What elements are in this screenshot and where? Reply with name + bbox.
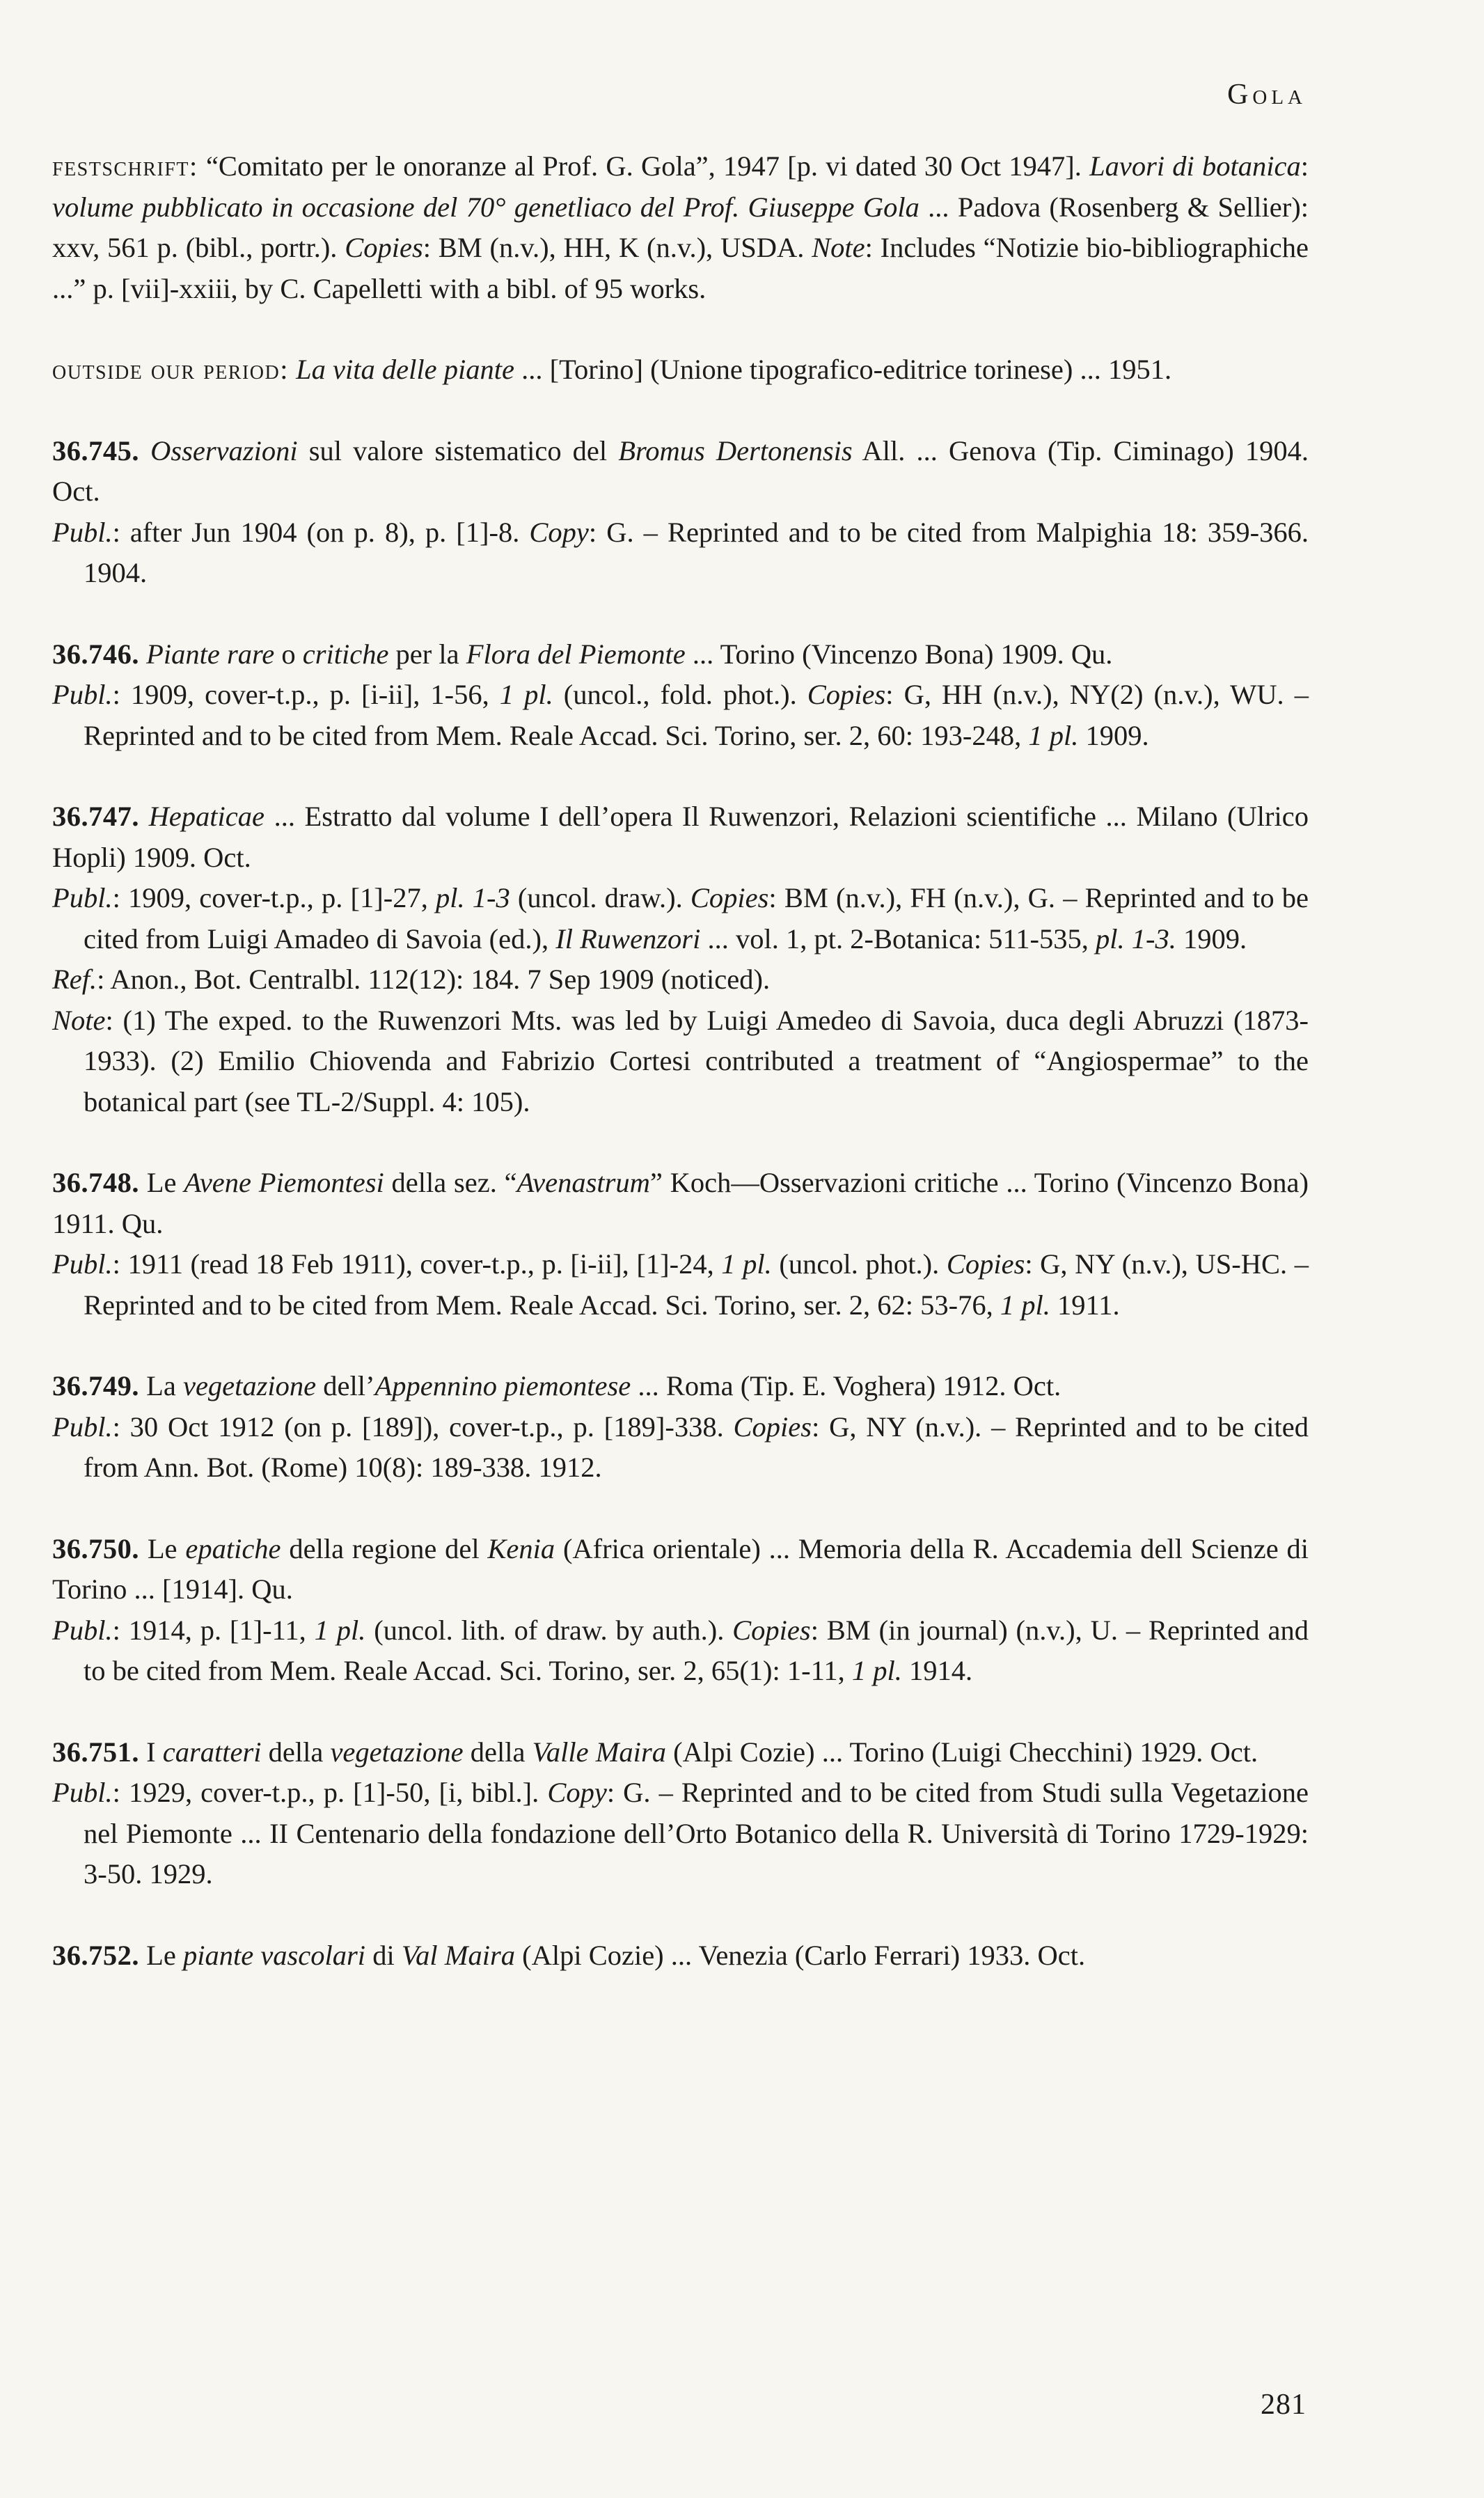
- outside-period-block: [52, 349, 1309, 391]
- running-head: Gola: [1227, 79, 1307, 111]
- festschrift-block: [52, 146, 1309, 309]
- entry-detail-line: [52, 1773, 1309, 1895]
- entry-detail-line: [52, 1244, 1309, 1326]
- entry-text: Publ.: after Jun 1904 (on p. 8), p. [1]-8. Copy: G. – Reprinted and to be cited from Malpighia 18: 359-366. 1904.: [52, 516, 1309, 588]
- entry-number: 36.751.: [52, 1736, 139, 1768]
- entry-block: [52, 634, 1309, 757]
- entry-text: Note: (1) The exped. to the Ruwenzori Mts. was led by Luigi Amedeo di Savoia, duca degli Abruzzi (1873-1933). (2) Emilio Chiovenda and Fabrizio Cortesi contributed a treatment of “Angiospermae” to the botanical part (see TL-2/Suppl. 4: 105).: [52, 1004, 1309, 1117]
- entry-title-line: [52, 1529, 1309, 1610]
- outside-period-label: outside our period:: [52, 354, 290, 385]
- entry-number: 36.752.: [52, 1939, 139, 1971]
- entry-detail-line: [52, 1610, 1309, 1692]
- entry-text: Publ.: 1909, cover-t.p., p. [1]-27, pl. 1-3 (uncol. draw.). Copies: BM (n.v.), FH (n.v.), G. – Reprinted and to be cited from Luigi Amadeo di Savoia (ed.), Il Ruwenzori ... vol. 1, pt. 2-Botanica: 511-535, pl. 1-3. 1909.: [52, 882, 1309, 955]
- entry-text: I caratteri della vegetazione della Valle Maira (Alpi Cozie) ... Torino (Luigi Checchini) 1929. Oct.: [146, 1736, 1258, 1768]
- entry-number: 36.746.: [52, 638, 139, 670]
- entry-detail-line: [52, 1407, 1309, 1488]
- entry-title-line: [52, 634, 1309, 675]
- entry-block: [52, 796, 1309, 1122]
- page-number: 281: [1261, 2389, 1307, 2421]
- entry-detail-line: [52, 959, 1309, 1000]
- entry-title-line: [52, 1935, 1309, 1977]
- festschrift-text: “Comitato per le onoranze al Prof. G. Gola”, 1947 [p. vi dated 30 Oct 1947]. Lavori di botanica: volume pubblicato in occasione del 70° genetliaco del Prof. Giuseppe Gola ... Padova (Rosenberg & Sellier): xxv, 561 p. (bibl., portr.). Copies: BM (n.v.), HH, K (n.v.), USDA. Note: Includes “Notizie bio-bibliographiche ...” p. [vii]-xxiii, by C. Capelletti with a bibl. of 95 works.: [52, 150, 1309, 304]
- entry-block: [52, 1366, 1309, 1488]
- entry-text: Publ.: 1909, cover-t.p., p. [i-ii], 1-56, 1 pl. (uncol., fold. phot.). Copies: G, HH (n.v.), NY(2) (n.v.), WU. – Reprinted and to be cited from Mem. Reale Accad. Sci. Torino, ser. 2, 60: 193-248, 1 pl. 1909.: [52, 679, 1309, 751]
- entry-title-line: [52, 796, 1309, 878]
- festschrift-label: festschrift:: [52, 150, 198, 182]
- entry-text: Osservazioni sul valore sistematico del Bromus Dertonensis All. ... Genova (Tip. Ciminago) 1904. Oct.: [52, 434, 1309, 507]
- page-body: [52, 146, 1309, 2016]
- entry-block: [52, 431, 1309, 594]
- entry-number: 36.747.: [52, 801, 139, 832]
- entry-text: Le epatiche della regione del Kenia (Africa orientale) ... Memoria della R. Accademia dell Scienze di Torino ... [1914]. Qu.: [52, 1532, 1309, 1605]
- entry-title-line: [52, 1732, 1309, 1773]
- entry-number: 36.749.: [52, 1370, 139, 1401]
- entry-number: 36.750.: [52, 1532, 139, 1564]
- entry-text: Le Avene Piemontesi della sez. “Avenastrum” Koch—Osservazioni critiche ... Torino (Vincenzo Bona) 1911. Qu.: [52, 1167, 1309, 1239]
- entry-detail-line: [52, 512, 1309, 594]
- entry-text: Publ.: 1911 (read 18 Feb 1911), cover-t.p., p. [i-ii], [1]-24, 1 pl. (uncol. phot.). Copies: G, NY (n.v.), US-HC. – Reprinted and to be cited from Mem. Reale Accad. Sci. Torino, ser. 2, 62: 53-76, 1 pl. 1911.: [52, 1248, 1309, 1321]
- entry-text: Publ.: 30 Oct 1912 (on p. [189]), cover-t.p., p. [189]-338. Copies: G, NY (n.v.). – Reprinted and to be cited from Ann. Bot. (Rome) 10(8): 189-338. 1912.: [52, 1411, 1309, 1483]
- entry-number: 36.745.: [52, 434, 139, 466]
- entry-detail-line: [52, 675, 1309, 756]
- outside-period-text: La vita delle piante ... [Torino] (Unione tipografico-editrice torinese) ... 1951.: [296, 354, 1172, 385]
- entry-text: Le piante vascolari di Val Maira (Alpi Cozie) ... Venezia (Carlo Ferrari) 1933. Oct.: [146, 1939, 1086, 1971]
- entry-text: Publ.: 1914, p. [1]-11, 1 pl. (uncol. lith. of draw. by auth.). Copies: BM (in journal) (n.v.), U. – Reprinted and to be cited from Mem. Reale Accad. Sci. Torino, ser. 2, 65(1): 1-11, 1 pl. 1914.: [52, 1614, 1309, 1686]
- entry-block: [52, 1529, 1309, 1692]
- entry-title-line: [52, 1366, 1309, 1407]
- entry-detail-line: [52, 878, 1309, 959]
- entry-title-line: [52, 1163, 1309, 1244]
- entry-block: [52, 1935, 1309, 1977]
- entry-title-line: [52, 431, 1309, 512]
- entry-detail-line: [52, 1000, 1309, 1123]
- entry-text: Piante rare o critiche per la Flora del Piemonte ... Torino (Vincenzo Bona) 1909. Qu.: [146, 638, 1113, 670]
- entry-block: [52, 1732, 1309, 1895]
- entry-block: [52, 1163, 1309, 1326]
- entry-number: 36.748.: [52, 1167, 139, 1198]
- entry-text: La vegetazione dell’Appennino piemontese ... Roma (Tip. E. Voghera) 1912. Oct.: [146, 1370, 1061, 1401]
- entry-text: Hepaticae ... Estratto dal volume I dell’opera Il Ruwenzori, Relazioni scientifiche ... Milano (Ulrico Hopli) 1909. Oct.: [52, 801, 1309, 873]
- entry-text: Publ.: 1929, cover-t.p., p. [1]-50, [i, bibl.]. Copy: G. – Reprinted and to be cited from Studi sulla Vegetazione nel Piemonte ... II Centenario della fondazione dell’Orto Botanico della R. Università di Torino 1729-1929: 3-50. 1929.: [52, 1777, 1309, 1890]
- outside-period-paragraph: [52, 349, 1309, 391]
- festschrift-paragraph: [52, 146, 1309, 309]
- entry-text: Ref.: Anon., Bot. Centralbl. 112(12): 184. 7 Sep 1909 (noticed).: [52, 964, 771, 995]
- entry-list: [52, 431, 1309, 1977]
